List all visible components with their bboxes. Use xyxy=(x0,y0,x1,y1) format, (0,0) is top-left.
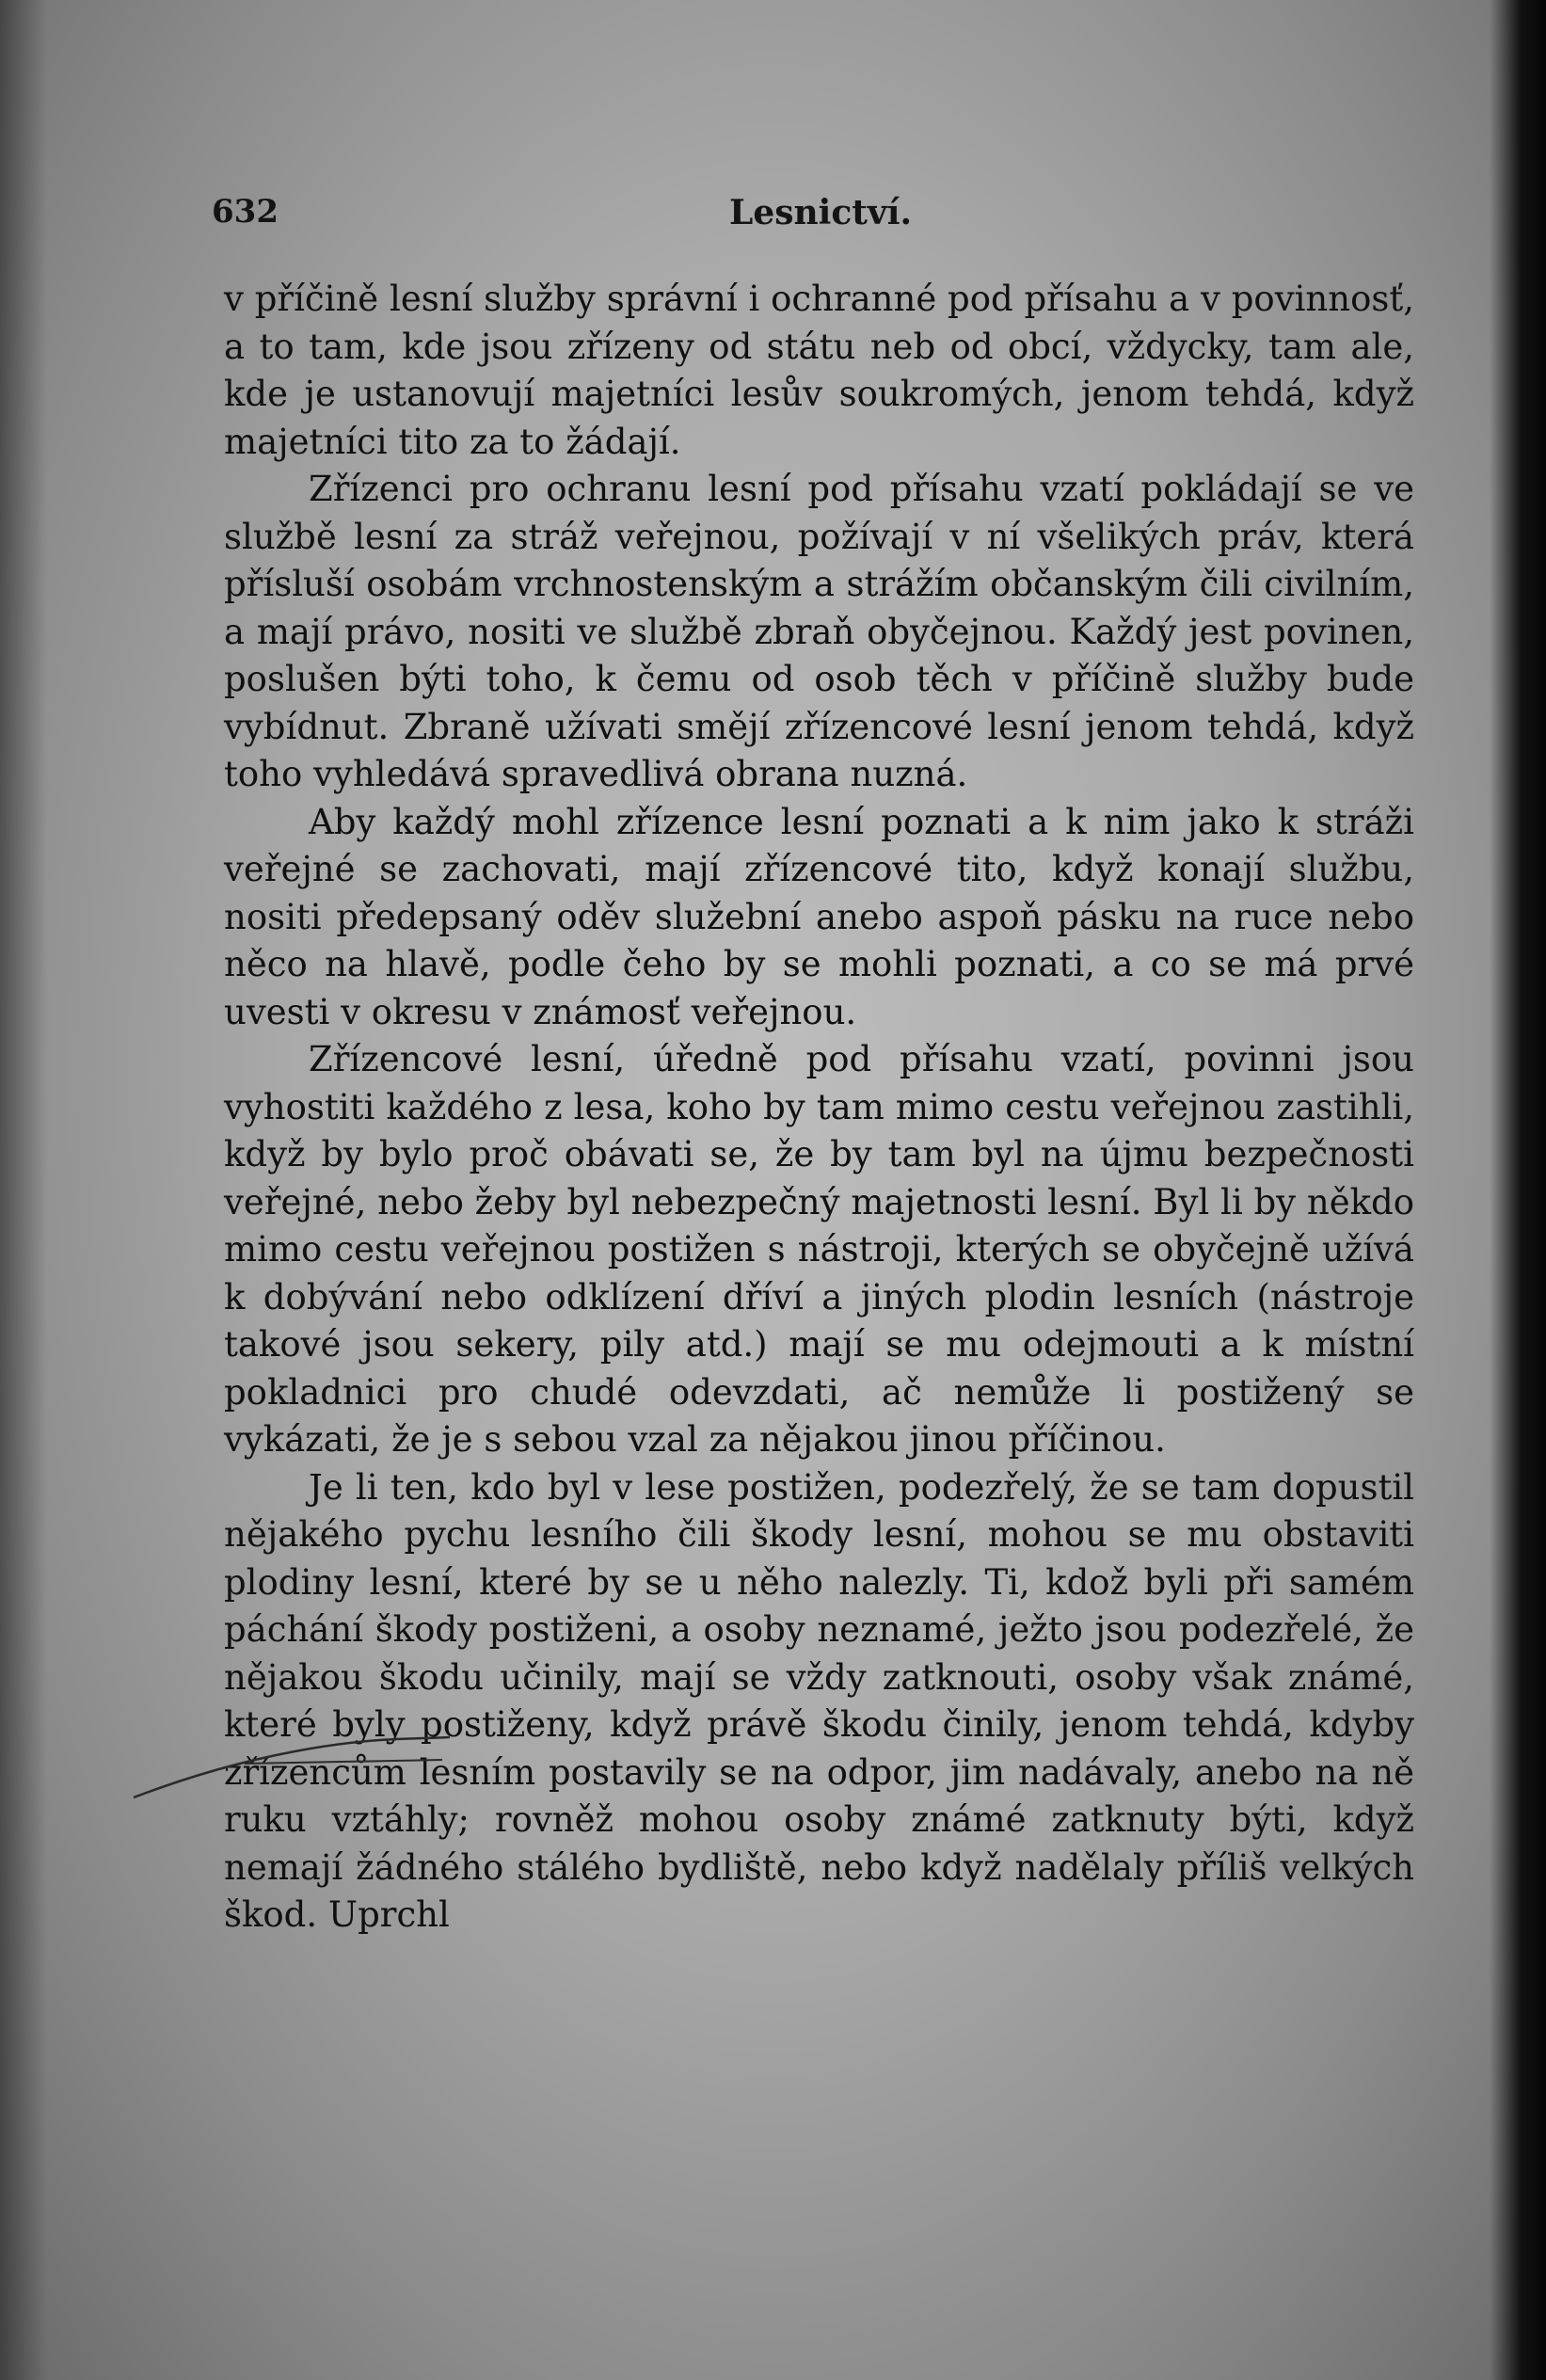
paragraph-3: Aby každý mohl zřízence lesní poznati a k nim jako k stráži veřejné se zachovati, mají zřízencové tito, když konají službu, nositi předepsaný oděv služební anebo aspoň pásku na ruce nebo něco na hlavě, podle čeho by se mohli poznati, a co se má prvé uvesti v okresu v známosť veřejnou. xyxy=(224,801,1414,1032)
paragraph-5: Je li ten, kdo byl v lese postižen, podezřelý, že se tam dopustil nějakého pychu lesního čili škody lesní, mohou se mu obstaviti plodiny lesní, které by se u něho nalezly. Ti, kdož byli při samém páchání škody postiženi, a osoby neznamé, ježto jsou podezřelé, že nějakou škodu učinily, mají se vždy zatknouti, osoby však známé, které byly postiženy, když právě škodu činily, jenom tehdá, kdyby zřízencům lesním postavily se na odpor, jim nadávaly, anebo na ně ruku vztáhly; rovněž mohou osoby známé zatknuty býti, když nemají žádného stálého bydliště, nebo když nadělaly příliš velkých škod. Uprchl xyxy=(224,1466,1414,1935)
page-number: 632 xyxy=(212,193,279,231)
page-shadow-right xyxy=(1490,0,1546,2380)
pencil-annotation-stroke xyxy=(132,1732,452,1807)
running-title: Lesnictví. xyxy=(729,193,913,232)
paragraph-4: Zřízencové lesní, úředně pod přísahu vzatí, povinni jsou vyhostiti každého z lesa, koho by tam mimo cestu veřejnou zastihli, když by bylo proč obávati se, že by tam byl na újmu bezpečnosti veřejné, nebo žeby byl nebezpečný majetnosti lesní. Byl li by někdo mimo cestu veřejnou postižen s nástroji, kterých se obyčejně užívá k dobývání nebo odklízení dříví a jiných plodin lesních (nástroje takové jsou sekery, pily atd.) mají se mu odejmouti a k místní pokladnici pro chudé odevzdati, ač nemůže li postižený se vykázati, že je s sebou vzal za nějakou jinou příčinou. xyxy=(224,1039,1414,1460)
page-header xyxy=(212,193,1416,249)
paragraph-2: Zřízenci pro ochranu lesní pod přísahu vzatí pokládají se ve službě lesní za stráž veřejnou, požívají v ní všelikých práv, která přísluší osobám vrchnostenským a strážím občanským čili civilním, a mají právo, nositi ve službě zbraň obyčejnou. Každý jest povinen, poslušen býti toho, k čemu od osob těch v příčině služby bude vybídnut. Zbraně užívati smějí zřízencové lesní jenom tehdá, když toho vyhledává spravedlivá obrana nuzná. xyxy=(224,469,1414,794)
body-text xyxy=(224,276,1414,1940)
page-shadow-left xyxy=(0,0,47,2380)
paragraph-1: v příčině lesní služby správní i ochranné pod přísahu a v povinnosť, a to tam, kde jsou zřízeny od státu neb od obcí, vždycky, tam ale, kde je ustanovují majetníci lesův soukromých, jenom tehdá, když majetníci tito za to žádají. xyxy=(224,279,1414,462)
